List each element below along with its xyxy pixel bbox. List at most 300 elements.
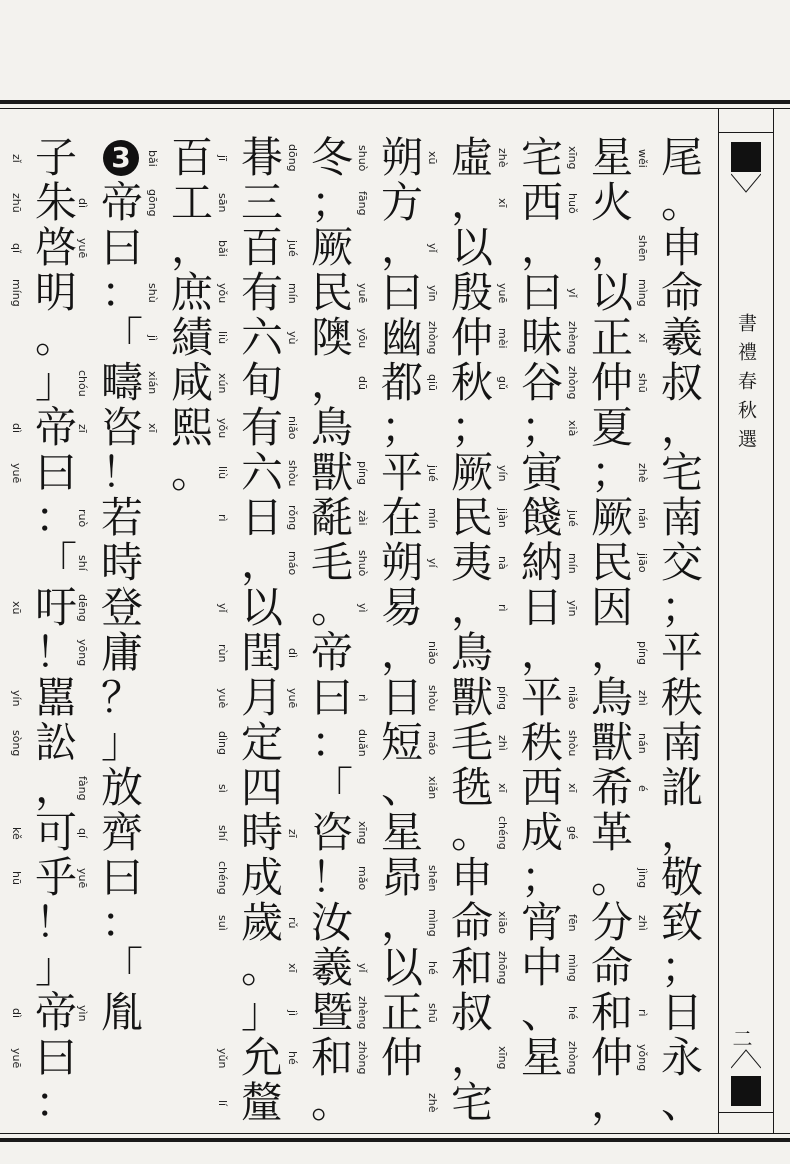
text-char: 汝: [310, 898, 353, 947]
pinyin-annotation: píng: [356, 461, 369, 485]
text-char: 吁: [34, 583, 77, 632]
text-char: 敬: [660, 853, 703, 902]
pinyin-annotation: mèi: [496, 327, 509, 349]
text-char: 朞: [240, 133, 283, 182]
pinyin-annotation: yí: [426, 558, 439, 568]
text-char: 日: [520, 583, 563, 632]
pinyin-annotation: yuè: [216, 687, 229, 709]
text-char: 以: [380, 943, 423, 992]
pinyin-annotation: shuò: [356, 144, 369, 172]
pinyin-annotation: yǐ: [216, 603, 229, 613]
pinyin-annotation: zhū: [10, 193, 23, 213]
pinyin-annotation: zhì: [636, 915, 649, 931]
text-char: 時: [240, 808, 283, 857]
text-char: 、: [660, 1078, 703, 1127]
pinyin-annotation: yīn: [566, 599, 579, 617]
pinyin-annotation: yín: [496, 464, 509, 482]
text-char: 申: [450, 853, 493, 902]
text-char: 在: [380, 493, 423, 542]
text-column-6: [276, 132, 358, 1127]
pinyin-annotation: hé: [566, 1006, 579, 1020]
pinyin-annotation: sān: [216, 193, 229, 213]
text-char: 厥: [310, 223, 353, 272]
text-char: 帝: [34, 988, 77, 1037]
text-char: 谷: [520, 358, 563, 407]
margin-bottom-bar: [718, 1112, 774, 1113]
pinyin-annotation: xī: [496, 783, 509, 793]
text-char: 嚚: [34, 673, 77, 722]
text-char: 民: [310, 268, 353, 317]
text-char: 胤: [100, 988, 143, 1037]
margin-strip-right-border: [773, 108, 774, 1134]
pinyin-annotation: nán: [636, 507, 649, 529]
pinyin-annotation: mìng: [636, 279, 649, 307]
text-char: 朱: [34, 178, 77, 227]
text-char: 以: [450, 223, 493, 272]
text-char: 納: [520, 538, 563, 587]
pinyin-annotation: míng: [10, 279, 23, 307]
pinyin-annotation: é: [636, 784, 649, 792]
top-block-mark: [731, 142, 761, 172]
pinyin-annotation: yín: [10, 689, 23, 707]
text-char: 時: [100, 538, 143, 587]
text-char: 「: [100, 943, 143, 992]
text-char: 厥: [590, 493, 633, 542]
text-char: 宅: [660, 448, 703, 497]
text-char: 。: [310, 1078, 353, 1127]
text-char: 帝: [100, 178, 143, 227]
text-char: 尾: [660, 133, 703, 182]
pinyin-annotation: bǎi: [216, 239, 229, 257]
text-column-3: [486, 132, 568, 1122]
text-column-5: [346, 132, 428, 1122]
text-char: 訛: [660, 763, 703, 812]
text-char: 仲: [380, 1033, 423, 1082]
pinyin-annotation: jiàn: [496, 508, 509, 528]
text-char: 有: [240, 403, 283, 452]
pinyin-annotation: duǎn: [356, 729, 369, 757]
text-char: 短: [380, 718, 423, 767]
pinyin-annotation: zhì: [636, 690, 649, 706]
pinyin-annotation: shēn: [426, 864, 439, 892]
text-char: 。: [240, 943, 283, 992]
text-char: 乎: [34, 853, 77, 902]
pinyin-annotation: yōu: [356, 327, 369, 349]
pinyin-annotation: xū: [10, 601, 23, 615]
text-char: 齊: [100, 808, 143, 857]
text-char: 仲: [590, 358, 633, 407]
text-char: ，: [380, 628, 423, 677]
pinyin-annotation: zhōng: [496, 951, 509, 985]
pinyin-annotation: yǐ: [356, 963, 369, 973]
pinyin-annotation: niǎo: [286, 416, 299, 440]
text-char: 疇: [100, 358, 143, 407]
text-char: 和: [310, 1033, 353, 1082]
text-char: 餞: [520, 493, 563, 542]
pinyin-annotation: rùn: [216, 643, 229, 663]
text-char: 工: [170, 178, 213, 227]
top-rule-thick: [0, 100, 790, 104]
text-char: 叔: [450, 988, 493, 1037]
pinyin-annotation: gōng: [146, 189, 159, 217]
pinyin-annotation: chóu: [76, 369, 89, 397]
text-char: 毛: [450, 718, 493, 767]
pinyin-annotation: liù: [216, 331, 229, 345]
text-char: 羲: [660, 313, 703, 362]
text-char: 宅: [450, 1078, 493, 1127]
text-char: 成: [240, 853, 283, 902]
text-char: 四: [240, 763, 283, 812]
pinyin-annotation: píng: [496, 686, 509, 710]
book-title: 書禮春秋選: [735, 313, 757, 458]
text-char: 釐: [240, 1078, 283, 1127]
text-char: ！: [310, 853, 353, 902]
pinyin-annotation: jué: [426, 464, 439, 482]
pinyin-annotation: zài: [356, 510, 369, 526]
text-char: 咸: [170, 358, 213, 407]
text-char: 致: [660, 898, 703, 947]
text-char: 分: [590, 898, 633, 947]
text-char: 虛: [450, 133, 493, 182]
text-char: 曰: [380, 268, 423, 317]
pinyin-annotation: yuē: [76, 237, 89, 259]
text-char: 毨: [450, 763, 493, 812]
pinyin-annotation: zǐ: [10, 153, 23, 163]
pinyin-annotation: yǒu: [216, 282, 229, 304]
pinyin-annotation: kě: [10, 826, 23, 840]
text-char: 昧: [520, 313, 563, 362]
pinyin-annotation: xī: [286, 963, 299, 973]
text-char: 」: [100, 718, 143, 767]
text-char: 民: [450, 493, 493, 542]
text-char: 百: [240, 223, 283, 272]
pinyin-annotation: rǔ: [286, 917, 299, 929]
text-char: 正: [380, 988, 423, 1037]
text-char: 厥: [450, 448, 493, 497]
pinyin-annotation: jué: [286, 239, 299, 257]
pinyin-annotation: xū: [426, 151, 439, 165]
pinyin-annotation: shòu: [566, 729, 579, 757]
text-char: 叔: [660, 358, 703, 407]
text-char: 暨: [310, 988, 353, 1037]
pinyin-annotation: xià: [566, 419, 579, 437]
text-char: ：: [310, 718, 353, 767]
text-char: 永: [660, 1033, 703, 1082]
text-char: ，: [380, 223, 423, 272]
text-char: 閏: [240, 628, 283, 677]
text-char: 平: [520, 673, 563, 722]
text-char: 平: [380, 448, 423, 497]
text-char: 星: [590, 133, 633, 182]
pinyin-annotation: chéng: [496, 816, 509, 850]
text-char: 」: [34, 358, 77, 407]
text-char: 日: [380, 673, 423, 722]
pinyin-annotation: qǐ: [10, 242, 23, 254]
text-char: ！: [34, 628, 77, 677]
text-char: 秩: [660, 673, 703, 722]
text-char: ，: [240, 538, 283, 587]
text-char: 若: [100, 493, 143, 542]
text-char: 獸: [450, 673, 493, 722]
text-char: 明: [34, 268, 77, 317]
text-column-7: [206, 132, 288, 1127]
text-char: 月: [240, 673, 283, 722]
pinyin-annotation: gé: [566, 826, 579, 840]
pinyin-annotation: jì: [146, 334, 159, 342]
text-char: 平: [660, 628, 703, 677]
text-char: 曰: [100, 223, 143, 272]
pinyin-annotation: mín: [566, 552, 579, 574]
pinyin-annotation: jué: [566, 509, 579, 527]
pinyin-annotation: shí: [216, 825, 229, 841]
pinyin-annotation: mìng: [426, 909, 439, 937]
text-char: ，: [660, 808, 703, 857]
text-char: 帝: [34, 403, 77, 452]
pinyin-annotation: yōng: [76, 639, 89, 667]
pinyin-annotation: xī: [566, 783, 579, 793]
text-char: 昴: [380, 853, 423, 902]
pinyin-annotation: xīng: [356, 821, 369, 845]
text-char: 正: [590, 313, 633, 362]
margin-strip: [718, 108, 774, 1134]
text-char: 鳥: [450, 628, 493, 677]
text-char: 」: [240, 988, 283, 1037]
text-char: ，: [520, 223, 563, 272]
text-char: 冬: [310, 133, 353, 182]
text-char: ，: [520, 628, 563, 677]
text-char: 帝: [310, 628, 353, 677]
pinyin-annotation: shù: [146, 283, 159, 303]
pinyin-annotation: fàng: [76, 775, 89, 801]
text-char: 西: [520, 763, 563, 812]
pinyin-annotation: zhèng: [566, 321, 579, 355]
pinyin-annotation: fēn: [566, 914, 579, 932]
text-char: 。: [450, 808, 493, 857]
text-char: ；: [310, 178, 353, 227]
pinyin-annotation: mín: [286, 282, 299, 304]
fish-tail-mark-top: [731, 172, 761, 194]
pinyin-annotation: xīng: [496, 1046, 509, 1070]
pinyin-annotation: yuē: [76, 867, 89, 889]
text-char: 。: [660, 178, 703, 227]
text-char: ，: [450, 178, 493, 227]
text-char: 希: [590, 763, 633, 812]
text-char: 申: [660, 223, 703, 272]
pinyin-annotation: máo: [286, 550, 299, 576]
text-char: 歲: [240, 898, 283, 947]
text-char: 獸: [590, 718, 633, 767]
text-char: ：: [100, 898, 143, 947]
text-char: ，: [590, 223, 633, 272]
pinyin-annotation: xiāo: [496, 911, 509, 935]
pinyin-annotation: dōng: [286, 144, 299, 172]
pinyin-annotation: rǒng: [286, 505, 299, 531]
pinyin-annotation: zī: [286, 828, 299, 838]
pinyin-annotation: dì: [10, 422, 23, 434]
text-char: 「: [310, 763, 353, 812]
text-char: 績: [170, 313, 213, 362]
text-char: 有: [240, 268, 283, 317]
pinyin-annotation: yǒng: [636, 1044, 649, 1072]
pinyin-annotation: yì: [356, 603, 369, 613]
text-char: 朔: [380, 538, 423, 587]
text-char: ；: [520, 403, 563, 452]
text-char: 宅: [520, 133, 563, 182]
pinyin-annotation: xī: [636, 333, 649, 343]
pinyin-annotation: wěi: [636, 148, 649, 168]
text-char: 西: [520, 178, 563, 227]
text-char: 隩: [310, 313, 353, 362]
text-char: 「: [34, 538, 77, 587]
pinyin-annotation: zhè: [496, 148, 509, 168]
text-char: 易: [380, 583, 423, 632]
pinyin-annotation: zhòng: [426, 321, 439, 355]
text-char: ；: [380, 403, 423, 452]
text-char: 啓: [34, 223, 77, 272]
text-char: 命: [450, 898, 493, 947]
text-column-1: [626, 132, 708, 1127]
pinyin-annotation: yìn: [76, 1004, 89, 1022]
pinyin-annotation: yǒu: [216, 417, 229, 439]
pinyin-annotation: bǎi: [146, 149, 159, 167]
text-char: 秋: [450, 358, 493, 407]
text-char: 。: [170, 448, 213, 497]
text-char: 獸: [310, 448, 353, 497]
pinyin-annotation: dìng: [216, 731, 229, 755]
text-char: 秩: [520, 718, 563, 767]
pinyin-annotation: niǎo: [566, 686, 579, 710]
text-char: 因: [590, 583, 633, 632]
text-char: ；: [590, 448, 633, 497]
pinyin-annotation: yǐ: [426, 243, 439, 253]
text-char: 火: [590, 178, 633, 227]
pinyin-annotation: xīng: [566, 146, 579, 170]
text-char: 以: [240, 583, 283, 632]
text-char: 殷: [450, 268, 493, 317]
pinyin-annotation: lí: [216, 1099, 229, 1107]
text-char: ，: [590, 1078, 633, 1127]
text-char: 命: [590, 943, 633, 992]
text-char: ；: [450, 403, 493, 452]
pinyin-annotation: shí: [76, 555, 89, 571]
pinyin-annotation: rì: [216, 514, 229, 522]
pinyin-annotation: zhòng: [566, 366, 579, 400]
text-char: 咨: [310, 808, 353, 857]
text-char: 星: [520, 1033, 563, 1082]
pinyin-annotation: mín: [426, 507, 439, 529]
pinyin-annotation: mǎo: [356, 865, 369, 891]
text-char: 「: [100, 313, 143, 362]
pinyin-annotation: yīn: [426, 284, 439, 302]
pinyin-annotation: qiū: [426, 374, 439, 392]
text-char: ！: [100, 448, 143, 497]
text-column-2: [556, 132, 638, 1127]
text-char: 鳥: [590, 673, 633, 722]
text-char: 和: [450, 943, 493, 992]
text-char: 方: [380, 178, 423, 227]
page-number: 二: [729, 1028, 753, 1048]
pinyin-annotation: zhè: [426, 1093, 439, 1113]
text-char: ，: [310, 358, 353, 407]
text-char: 南: [660, 718, 703, 767]
text-char: 朔: [380, 133, 423, 182]
pinyin-annotation: liù: [216, 466, 229, 480]
text-char: 鳥: [310, 403, 353, 452]
pinyin-annotation: píng: [636, 641, 649, 665]
pinyin-annotation: nà: [496, 556, 509, 570]
text-char: ？: [100, 673, 143, 722]
text-char: 、: [380, 763, 423, 812]
text-column-10: [0, 132, 82, 1127]
pinyin-annotation: zhòng: [356, 1041, 369, 1075]
pinyin-annotation: yǔn: [216, 1047, 229, 1069]
pinyin-annotation: xī: [146, 423, 159, 433]
text-char: 可: [34, 808, 77, 857]
text-char: 仲: [450, 313, 493, 362]
pinyin-annotation: yǐ: [566, 288, 579, 298]
pinyin-annotation: qí: [76, 827, 89, 839]
pinyin-annotation: mìng: [566, 954, 579, 982]
text-char: ，: [34, 763, 77, 812]
pinyin-annotation: jìng: [636, 867, 649, 889]
pinyin-annotation: yuē: [10, 1047, 23, 1069]
pinyin-annotation: rì: [636, 1009, 649, 1017]
pinyin-annotation: dì: [76, 197, 89, 209]
pinyin-annotation: hé: [426, 961, 439, 975]
text-char: ，: [450, 1033, 493, 1082]
pinyin-annotation: dì: [286, 647, 299, 659]
text-column-4: [416, 132, 498, 1127]
margin-top-bar: [718, 132, 774, 133]
text-char: 以: [590, 268, 633, 317]
text-char: ；: [520, 853, 563, 902]
text-char: 毛: [310, 538, 353, 587]
text-char: ：: [34, 493, 77, 542]
pinyin-annotation: dì: [10, 1007, 23, 1019]
text-char: 寅: [520, 448, 563, 497]
text-char: 革: [590, 808, 633, 857]
text-char: ，: [170, 223, 213, 272]
text-char: ，: [380, 898, 423, 947]
pinyin-annotation: dēng: [76, 594, 89, 622]
text-char: 中: [520, 943, 563, 992]
text-char: ，: [660, 403, 703, 452]
pinyin-annotation: yuē: [356, 282, 369, 304]
pinyin-annotation: shēn: [636, 234, 649, 262]
text-char: 訟: [34, 718, 77, 767]
text-char: 三: [240, 178, 283, 227]
text-char: 羲: [310, 943, 353, 992]
text-char: 。: [590, 853, 633, 902]
text-char: 登: [100, 583, 143, 632]
pinyin-annotation: yuē: [496, 282, 509, 304]
text-char: 。: [34, 313, 77, 362]
text-char: 宵: [520, 898, 563, 947]
text-char: 和: [590, 988, 633, 1037]
text-char: 都: [380, 358, 423, 407]
pinyin-annotation: zhì: [496, 735, 509, 751]
margin-strip-left-border: [718, 108, 719, 1134]
top-rule-thin: [0, 108, 790, 109]
text-char: 日: [240, 493, 283, 542]
pinyin-annotation: xián: [146, 371, 159, 395]
text-char: 咨: [100, 403, 143, 452]
text-char: 。: [310, 583, 353, 632]
pinyin-annotation: hé: [286, 1051, 299, 1065]
text-char: 民: [590, 538, 633, 587]
text-char: 命: [660, 268, 703, 317]
pinyin-annotation: niǎo: [426, 641, 439, 665]
